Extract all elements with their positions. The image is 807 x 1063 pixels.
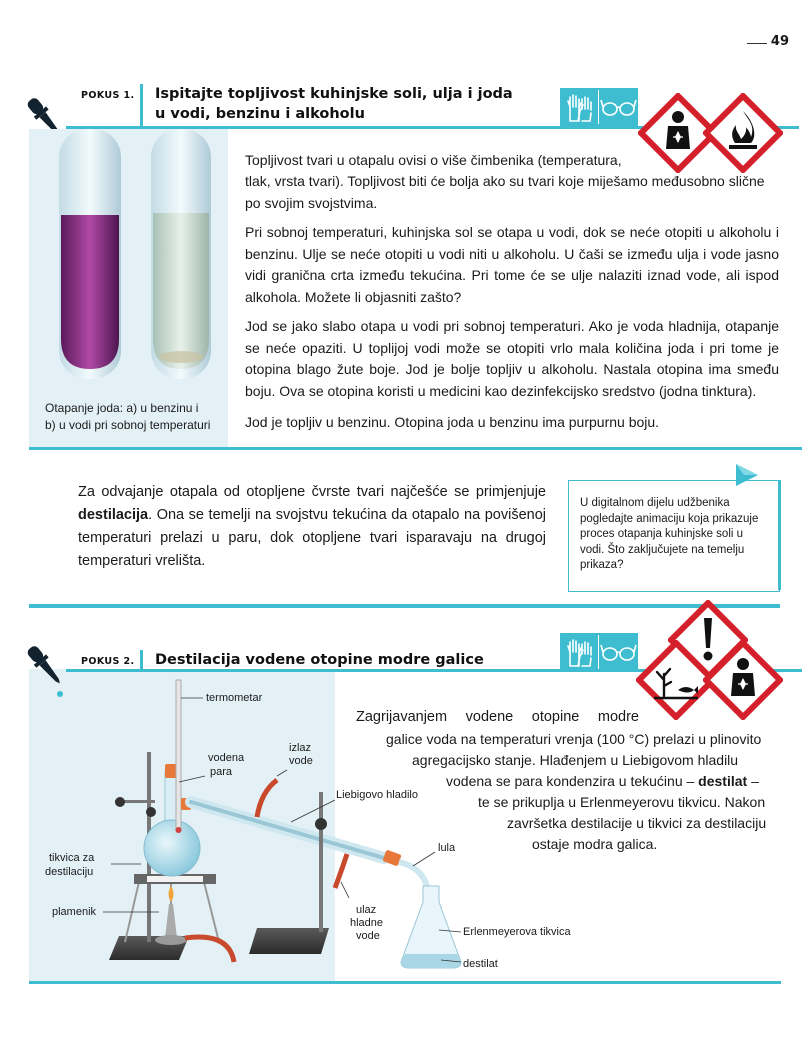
play-icon[interactable] [732,460,762,490]
label-termometar: termometar [206,692,263,704]
experiment2-title: Destilacija vodene otopine modre galice [155,652,484,668]
label-liebig: Liebigovo hladilo [336,789,418,801]
test-tubes-illustration [29,129,228,399]
experiment1-label: POKUS 1. [81,90,135,101]
intro-text-before: Za odvajanje otapala od otopljene čvrste tvari najčešće se primjenjuje [78,484,546,500]
ppe-divider [598,635,599,669]
photo-caption-line2: b) u vodi pri sobnoj temperaturi [45,418,211,432]
experiment2-line5: te se prikuplja u Erlenmeyerovu tikvicu. Nakon [478,794,766,810]
distillation-intro-paragraph [78,481,546,573]
label-vode-in: vode [356,930,380,942]
gloves-icon [563,91,595,123]
experiment2-line1: Zagrijavanjem vodene otopine modre [356,709,639,725]
experiment2-line2: galice voda na temperaturi vrenja (100 °C) prelazi u plinovito [386,731,762,747]
label-destilat: destilat [463,958,498,970]
page-number-rule [747,43,767,44]
label-tikvica2: destilaciju [45,866,94,878]
label-plamenik: plamenik [52,906,97,918]
health-hazard-icon [703,640,783,720]
experiment1-title-bar [140,84,143,128]
digital-note-edge [778,480,781,590]
digital-note-text: U digitalnom dijelu udžbenika pogledajte animaciju koja prikazuje proces otapanja kuhinjske soli u vodi. Što zaključujete na temelju prikaza? [580,497,759,571]
experiment1-paragraph2: Pri sobnoj temperaturi, kuhinjska sol se otapa u vodi, dok se neće otopiti u alkoholu i benzinu. Ulje se neće otopiti u vodi niti u alkoholu. U čaši se između ulja i vode jasno vidi granična crta između tekućina. Pri tome će se ulje nalaziti iznad vode, ali ispod alkohola. Možete li objasniti zašto? [245,224,779,305]
label-vode-out: vode [289,755,313,767]
experiment1-paragraph1-line1: Topljivost tvari u otapalu ovisi o više čimbenika (temperatura, [245,152,622,168]
experiment1-title-line2: u vodi, benzinu i alkoholu [155,106,365,122]
experiment1-paragraph1-rest: tlak, vrsta tvari). Topljivost biti će bolja ako su tvari koje miješamo međusobno slične po svojim svojstvima. [245,173,765,211]
experiment2-line4-pre: vodena se para kondenzira u tekućinu – [446,773,699,789]
experiment2-bottom-rule [29,981,781,984]
label-hladne: hladne [350,917,384,929]
label-tikvica1: tikvica za [49,852,95,864]
label-para: para [210,766,233,778]
experiment1-paragraph4: Jod je topljiv u benzinu. Otopina joda u benzinu ima purpurnu boju. [245,414,660,430]
goggles-icon [600,94,638,122]
experiment1-title-line1: Ispitajte topljivost kuhinjske soli, ulja i joda [155,86,513,102]
label-vodena: vodena [208,752,245,764]
flammable-icon [703,93,783,173]
label-ulaz: ulaz [356,904,377,916]
experiment2-title-bar [140,650,143,670]
label-erlenmeyer: Erlenmeyerova tikvica [463,926,571,938]
experiment2-line4-bold: destilat [698,773,748,789]
experiment2-label: POKUS 2. [81,656,135,667]
experiment1-paragraph3: Jod se jako slabo otapa u vodi pri sobnoj temperaturi. Ako je voda hladnija, otapanje se neće opaziti. U toplijoj vodi može se otopiti vrlo mala količina joda i pri tome je otopina blago žute boje. Jod je bolje topljiv u alkoholu. Nastala otopina ima smeđu boju. Ova se otopina koristi u medicini kao dezinfekcijsko sredstvo (jodna tinktura). [245,318,779,399]
gloves-icon [563,636,595,668]
experiment2-line7: ostaje modra galica. [532,836,658,852]
page-number: 49 [770,34,789,49]
ppe-divider [598,90,599,124]
intro-text-after: . Ona se temelji na svojstvu tekućina da otapalo na povišenoj temperaturi prelazi u paru, dok otopljene tvari isparavaju na drugoj temperaturi vrelišta. [78,507,546,569]
experiment1-bottom-rule [29,447,802,450]
experiment2-line4 [446,771,759,793]
photo-caption-line1: Otapanje joda: a) u benzinu i [45,401,199,415]
intro-bold-term: destilacija [78,507,149,523]
experiment2-line4-post: – [747,773,759,789]
label-lula: lula [438,842,456,854]
experiment2-line6: završetka destilacije u tikvici za destilaciju [507,815,767,831]
experiment2-line3: agregacijsko stanje. Hlađenjem u Liebigovom hladilu [412,752,739,768]
label-izlaz: izlaz [289,742,312,754]
goggles-icon [600,639,638,667]
